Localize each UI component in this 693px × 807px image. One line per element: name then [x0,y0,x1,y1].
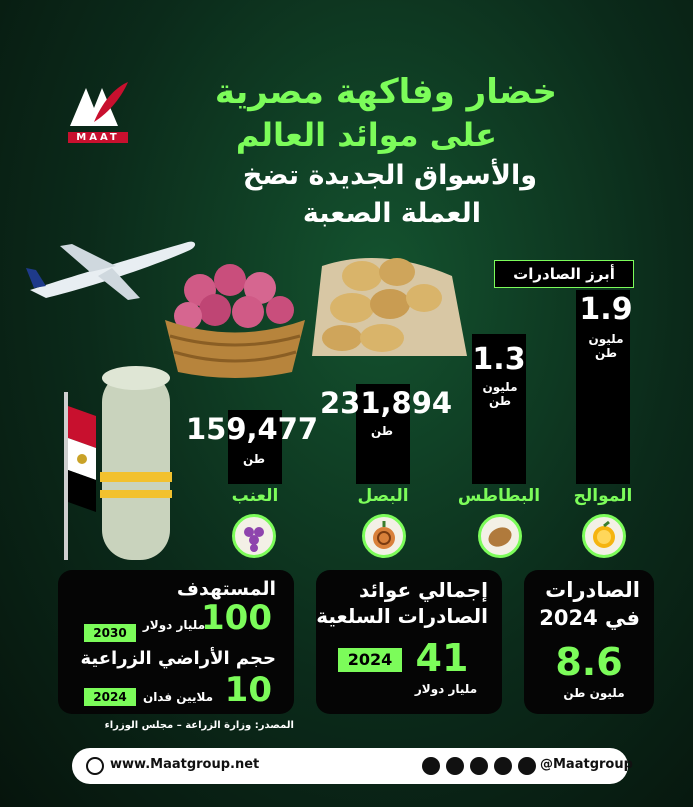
title-line-4: العملة الصعبة [302,198,481,229]
instagram-icon[interactable] [470,757,488,775]
money-roll-image [96,362,176,562]
social-handle[interactable]: @Maatgroup [540,757,633,772]
target-box [58,570,294,714]
total-unit: مليار دولار [414,682,478,696]
potato-sack-image [302,246,472,366]
target-title1: المستهدف [176,578,276,600]
target-value1: 100 [201,598,272,638]
target-year2: 2024 [84,688,136,706]
target-unit2: ملايين فدان [142,690,214,704]
total-title1: إجمالي عوائد [358,578,488,602]
onion-label: البصل [357,486,409,506]
logo-text: MAAT [68,132,128,143]
onion-icon [362,514,406,558]
exports-2024-title2: في 2024 [539,606,640,630]
citrus-label: الموالح [573,486,633,506]
tiktok-icon[interactable] [518,757,536,775]
target-value2: 10 [224,670,272,710]
total-year: 2024 [338,648,402,672]
title-line-3: والأسواق الجديدة تضخ [242,160,537,191]
orange-icon [582,514,626,558]
top-exports-label: أبرز الصادرات [494,260,634,288]
grape-label: العنب [231,486,279,506]
potato-value: 1.3 [472,342,526,377]
onion-basket-image [160,250,310,380]
exports-2024-value: 8.6 [555,640,623,684]
grape-unit: طن [242,452,266,466]
youtube-icon[interactable] [494,757,512,775]
title-line-2: على موائد العالم [235,116,497,154]
total-title2: الصادرات السلعية [316,604,488,628]
exports-2024-title1: الصادرات [545,578,640,602]
citrus-unit: مليون طن [588,332,624,360]
x-icon[interactable] [446,757,464,775]
target-unit1: مليار دولار [142,618,206,632]
grape-icon [232,514,276,558]
website-link[interactable]: www.Maatgroup.net [110,757,260,772]
onion-unit: طن [370,424,394,438]
exports-2024-box [524,570,654,714]
facebook-icon[interactable] [422,757,440,775]
title-line-1: خضار وفاكهة مصرية [214,72,557,112]
potato-unit: مليون طن [482,380,518,408]
potato-icon [478,514,522,558]
footer-bar [72,748,633,784]
source-text: المصدر: وزارة الزراعة – مجلس الوزراء [104,720,294,731]
onion-value: 231,894 [320,386,453,420]
target-year1: 2030 [84,624,136,642]
globe-icon [86,757,104,775]
potato-label: البطاطس [457,486,541,506]
citrus-value: 1.9 [579,292,633,327]
grape-value: 159,477 [186,412,319,446]
total-value: 41 [415,636,469,680]
exports-2024-unit: مليون طن [563,686,625,700]
target-title2: حجم الأراضي الزراعية [80,648,276,669]
egypt-flag [38,392,98,562]
total-revenue-box [316,570,502,714]
